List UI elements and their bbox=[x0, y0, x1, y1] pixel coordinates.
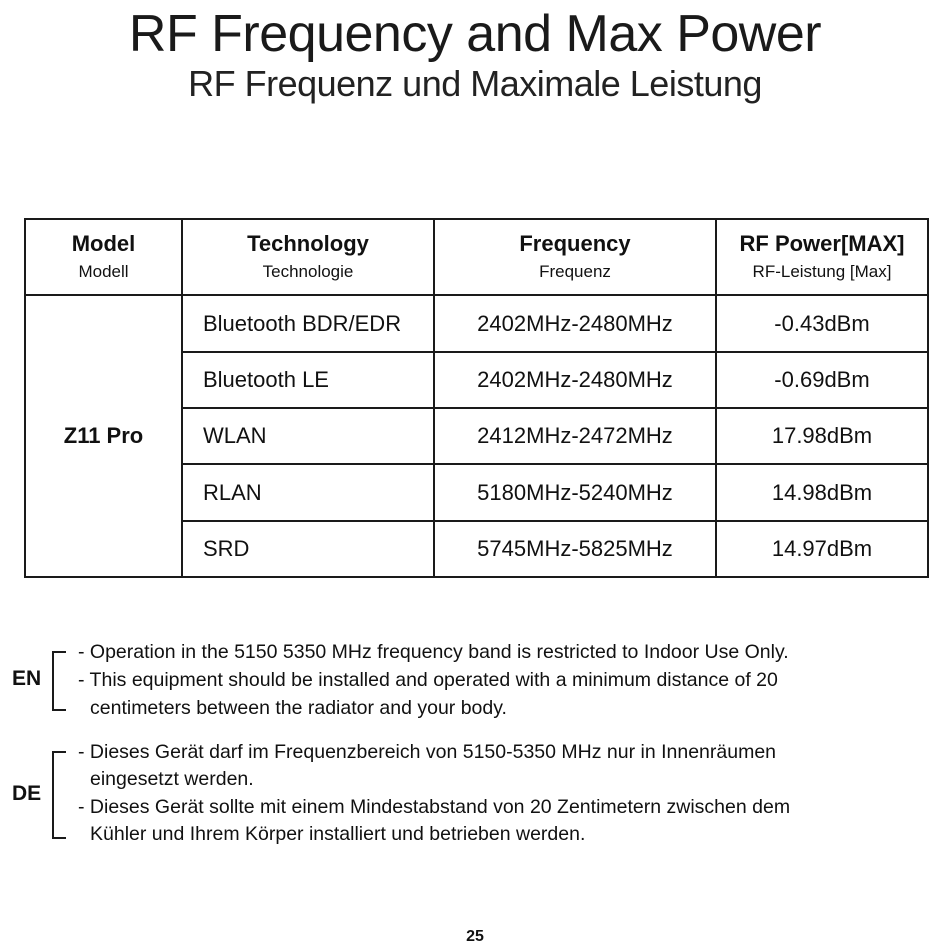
page-number: 25 bbox=[466, 928, 484, 945]
header-model-en: Model bbox=[71, 231, 136, 257]
frequency-cell: 5745MHz-5825MHz bbox=[434, 521, 716, 577]
bracket-de bbox=[52, 751, 66, 839]
note-de-line-2: eingesetzt werden. bbox=[90, 768, 254, 790]
technology-cell: Bluetooth BDR/EDR bbox=[182, 295, 434, 351]
lang-label-en: EN bbox=[12, 667, 42, 690]
header-technology-en: Technology bbox=[247, 231, 369, 257]
note-en-line-3: centimeters between the radiator and your body. bbox=[90, 697, 507, 719]
technology-cell: WLAN bbox=[182, 408, 434, 464]
note-de-line-1: - Dieses Gerät darf im Frequenzbereich von 5150-5350 MHz nur in Innenräumen bbox=[78, 741, 777, 763]
rf-power-cell: -0.69dBm bbox=[716, 352, 928, 408]
note-en-line-1: - Operation in the 5150 5350 MHz frequency band is restricted to Indoor Use Only. bbox=[78, 641, 789, 663]
note-de-line-4: Kühler und Ihrem Körper installiert und betrieben werden. bbox=[90, 823, 586, 845]
frequency-cell: 2412MHz-2472MHz bbox=[434, 408, 716, 464]
model-cell: Z11 Pro bbox=[25, 295, 182, 577]
frequency-cell: 5180MHz-5240MHz bbox=[434, 464, 716, 520]
header-rf-power-en: RF Power[MAX] bbox=[739, 231, 905, 257]
note-de-line-3: - Dieses Gerät sollte mit einem Mindestabstand von 20 Zentimetern zwischen dem bbox=[78, 796, 791, 818]
page-subtitle: RF Frequenz und Maximale Leistung bbox=[188, 63, 762, 104]
note-en-line-2: - This equipment should be installed and operated with a minimum distance of 20 bbox=[78, 669, 778, 691]
header-frequency-de: Frequenz bbox=[539, 262, 611, 282]
rf-power-cell: 14.97dBm bbox=[716, 521, 928, 577]
rf-power-cell: -0.43dBm bbox=[716, 295, 928, 351]
lang-label-de: DE bbox=[12, 782, 42, 805]
rf-power-cell: 17.98dBm bbox=[716, 408, 928, 464]
header-technology-de: Technologie bbox=[262, 262, 354, 282]
header-rf-power-de: RF-Leistung [Max] bbox=[752, 262, 892, 282]
header-frequency-en: Frequency bbox=[519, 231, 631, 257]
header-model-de: Modell bbox=[78, 262, 129, 282]
technology-cell: Bluetooth LE bbox=[182, 352, 434, 408]
technology-cell: SRD bbox=[182, 521, 434, 577]
technology-cell: RLAN bbox=[182, 464, 434, 520]
rf-power-cell: 14.98dBm bbox=[716, 464, 928, 520]
frequency-cell: 2402MHz-2480MHz bbox=[434, 295, 716, 351]
frequency-cell: 2402MHz-2480MHz bbox=[434, 352, 716, 408]
bracket-en bbox=[52, 651, 66, 711]
page-title: RF Frequency and Max Power bbox=[128, 5, 822, 63]
